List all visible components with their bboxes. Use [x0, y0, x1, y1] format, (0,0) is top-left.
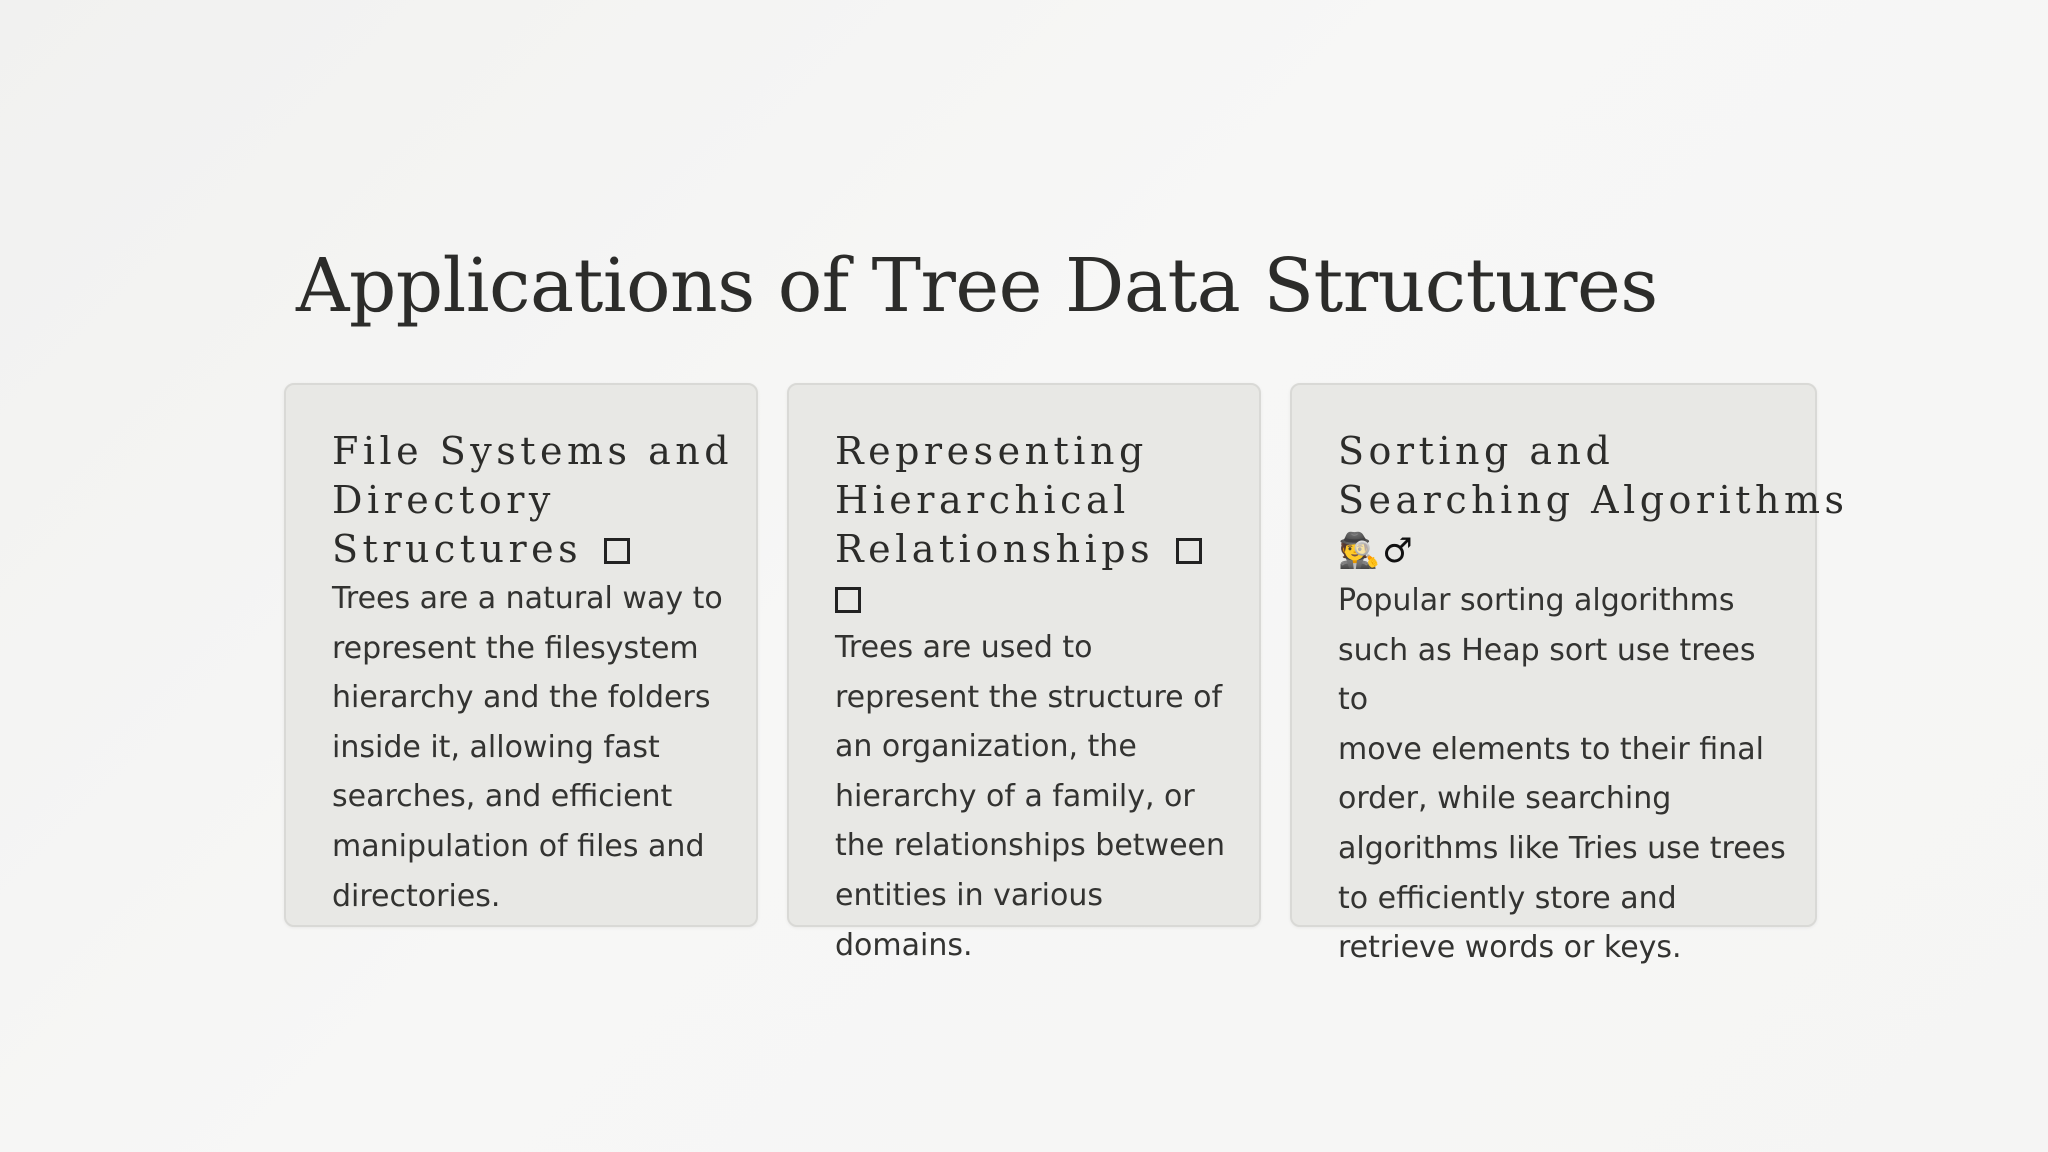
body-line: Trees are used to [835, 630, 1093, 665]
card-heading [332, 427, 756, 574]
body-line: Trees are a natural way to [332, 581, 723, 616]
card-hierarchical [787, 383, 1261, 963]
heading-line: File Systems and [332, 429, 734, 473]
card-content [332, 427, 756, 921]
card-content [835, 427, 1259, 970]
card-body [332, 574, 732, 921]
body-line: the relationships between [835, 828, 1225, 864]
heading-line: Sorting and [1338, 429, 1615, 473]
heading-line: Representing [835, 429, 1148, 473]
body-line: inside it, allowing fast [332, 729, 660, 765]
body-line: searches, and efficient [332, 779, 673, 815]
missing-glyph-icon [604, 538, 630, 564]
card-body [1338, 576, 1790, 973]
missing-glyph-icon [835, 587, 861, 613]
body-line: hierarchy of a family, or [835, 778, 1195, 814]
missing-glyph-icon [1176, 538, 1202, 564]
heading-line: Directory [332, 478, 555, 522]
body-line: entities in various [835, 877, 1103, 913]
body-line: algorithms like Tries use trees [1338, 830, 1786, 866]
body-line: Popular sorting algorithms [1338, 583, 1735, 618]
body-line: directories. [332, 878, 501, 914]
body-line: order, while searching [1338, 781, 1672, 817]
body-line: represent the filesystem [332, 630, 699, 666]
body-line: manipulation of files and [332, 828, 705, 864]
heading-line: Relationships [835, 527, 1155, 571]
card-heading [1338, 427, 1849, 576]
card-body [835, 623, 1235, 970]
heading-line: Searching Algorithms [1338, 478, 1849, 522]
card-file-systems [284, 383, 758, 927]
body-line: to efficiently store and [1338, 880, 1677, 916]
body-line: move elements to their final [1338, 731, 1764, 767]
card-sorting-searching [1290, 383, 1849, 966]
body-line: represent the structure of [835, 679, 1223, 715]
body-line: domains. [835, 927, 973, 963]
detective-icon: 🕵♂ [1338, 531, 1415, 571]
body-line: such as Heap sort use trees to [1338, 632, 1756, 718]
body-line: hierarchy and the folders [332, 680, 711, 716]
body-line: retrieve words or keys. [1338, 930, 1682, 966]
heading-line: Structures [332, 527, 583, 571]
slide-title: Applications of Tree Data Structures [296, 243, 1658, 329]
card-heading [835, 427, 1259, 623]
card-content [1338, 427, 1849, 973]
heading-line: Hierarchical [835, 478, 1130, 522]
body-line: an organization, the [835, 729, 1137, 765]
